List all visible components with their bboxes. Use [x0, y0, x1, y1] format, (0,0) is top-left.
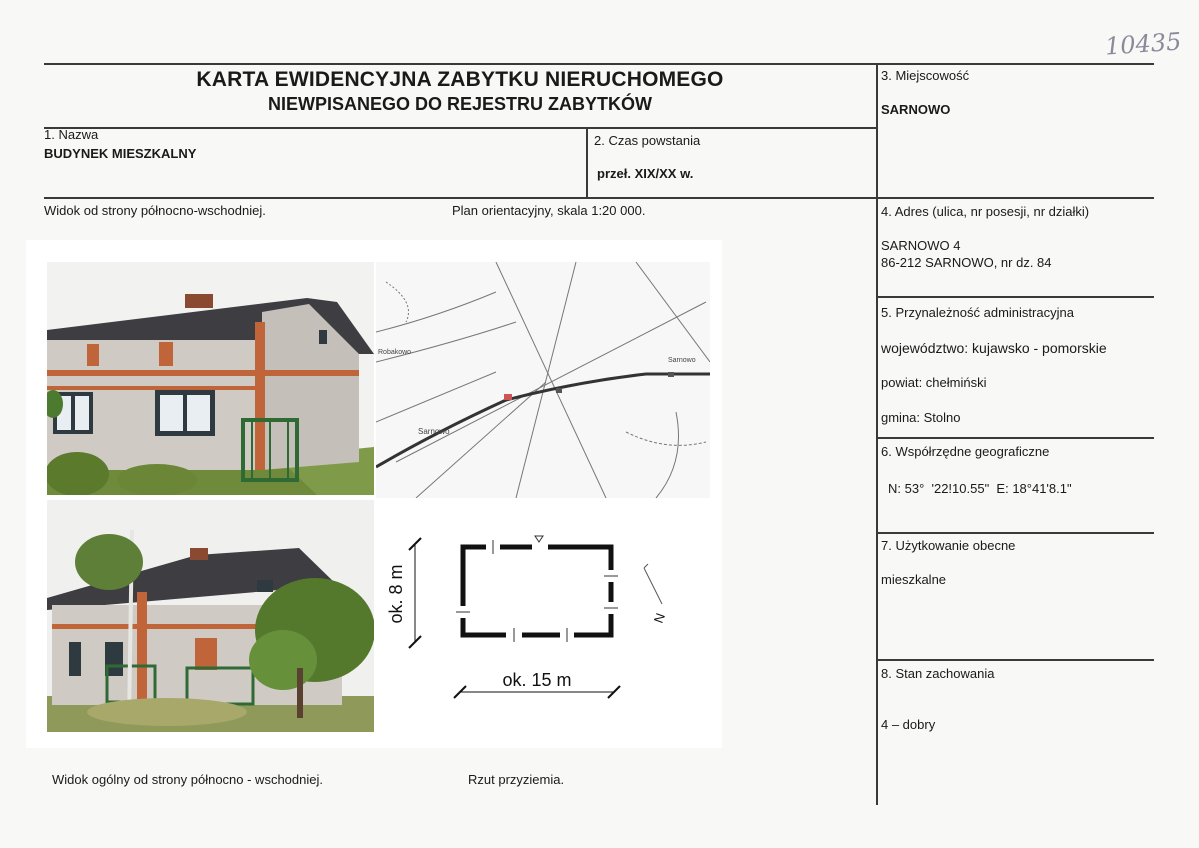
use-label: 7. Użytkowanie obecne [881, 538, 1016, 553]
admin-label: 5. Przynależność administracyjna [881, 305, 1074, 320]
orientation-map [376, 262, 710, 498]
address-label: 4. Adres (ulica, nr posesji, nr działki) [881, 204, 1090, 219]
card-title: KARTA EWIDENCYJNA ZABYTKU NIERUCHOMEGO [196, 68, 724, 91]
place-label: 3. Miejscowość [881, 68, 970, 83]
address-rule [876, 296, 1154, 298]
coords-rule [876, 532, 1154, 534]
admin-voivodeship: województwo: kujawsko - pomorskie [881, 340, 1107, 356]
caption-map: Plan orientacyjny, skala 1:20 000. [452, 203, 646, 218]
ground-plan [382, 520, 712, 740]
frame-column-rule [876, 63, 878, 805]
use-rule [876, 659, 1154, 661]
condition-value: 4 – dobry [881, 717, 936, 732]
plan-width-label: ok. 15 m [502, 670, 572, 690]
map-label-robakowo: Robakowo [378, 349, 412, 356]
plan-depth-label: ok. 8 m [386, 564, 406, 624]
name-label: 1. Nazwa [44, 127, 99, 142]
condition-label: 8. Stan zachowania [881, 666, 995, 681]
caption-general-view: Widok ogólny od strony północno - wschodniej. [52, 772, 323, 787]
map-label-sarnowo: Sarnowo [418, 427, 450, 436]
use-value: mieszkalne [881, 572, 947, 587]
coords-label: 6. Współrzędne geograficzne [881, 444, 1050, 459]
photo-house-ne [47, 262, 374, 495]
admin-commune: gmina: Stolno [881, 410, 961, 425]
date-label: 2. Czas powstania [594, 133, 701, 148]
caption-ground-plan: Rzut przyziemia. [468, 772, 565, 787]
address-line2: 86-212 SARNOWO, nr dz. 84 [881, 255, 1052, 270]
inventory-number: 10435 [1103, 27, 1182, 61]
header-bottom-rule [44, 197, 1154, 199]
coords-value: N: 53° '22!10.55" E: 18°41'8.1" [888, 481, 1072, 496]
name-value: BUDYNEK MIESZKALNY [44, 146, 197, 161]
plan-north-label: N [650, 611, 669, 626]
address-line1: SARNOWO 4 [881, 238, 961, 253]
place-value: SARNOWO [881, 102, 951, 117]
admin-county: powiat: chełmiński [881, 375, 987, 390]
title-rule [44, 127, 876, 129]
date-value: przeł. XIX/XX w. [597, 166, 694, 181]
photo-general-view [47, 500, 374, 732]
card-subtitle: NIEWPISANEGO DO REJESTRU ZABYTKÓW [267, 94, 653, 114]
name-date-divider [586, 127, 588, 198]
caption-view-ne: Widok od strony północno-wschodniej. [44, 203, 266, 218]
admin-rule [876, 437, 1154, 439]
frame-top-rule [44, 63, 1154, 65]
map-label-sarnowo-east: Sarnowo [668, 357, 696, 364]
